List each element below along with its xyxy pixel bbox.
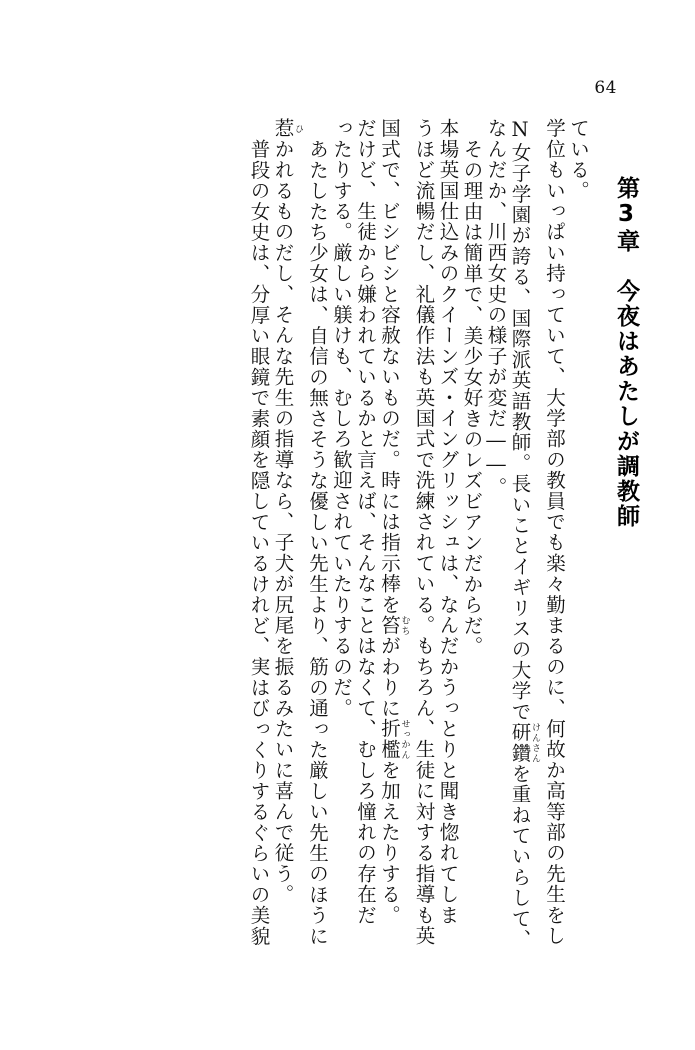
text-column: 惹ひかれるものだし、そんな先生の指導なら、子犬が尻尾を振るみたいに喜んで従う。: [271, 118, 303, 905]
text-column: なんだか、川西女史の様子が変だ――。: [484, 118, 508, 498]
text-column: ったりする。厳しい躾けも、むしろ歓迎されていたりするのだ。: [330, 118, 353, 719]
text-column: その理由は簡単で、美少女好きのレズビアンだからだ。: [460, 139, 484, 657]
text-column: ている。: [567, 118, 590, 201]
text-column: N女子学園が誇る、国際派英語教師。長いことイギリスの大学で研鑽けんさんを重ねていらして、: [508, 118, 540, 950]
text-column: うほど流暢だし、礼儀作法も英国式で洗練されている。もちろん、生徒に対する指導も英: [412, 118, 436, 946]
vertical-text-block: [62, 118, 637, 1023]
text-column: 本場英国仕込みのクイーンズ・イングリッシュは、なんだかうっとりと聞き惚れてしま: [436, 118, 460, 926]
text-column: 普段の女史は、分厚い眼鏡で素顔を隠しているけれど、実はびっくりするぐらいの美貌: [247, 139, 271, 947]
text-column: だけど、生徒から嫌われているかと言えば、そんなことはなくて、むしろ憧れの存在だ: [354, 118, 377, 926]
text-column: 国式で、ビシビシと容赦ないものだ。時には指示棒を笞むちがわりに折檻せっかんを加えたりする。: [378, 118, 410, 926]
page-number: 64: [594, 78, 617, 98]
text-column: 学位もいっぱい持っていて、大学部の教員でも楽々勤まるのに、何故か高等部の先生をし: [543, 118, 566, 946]
chapter-title: 第3章 今夜はあたしが調教師: [613, 176, 639, 529]
text-column: あたしたち少女は、自信の無さそうな優しい先生より、筋の通った厳しい先生のほうに: [306, 139, 329, 947]
